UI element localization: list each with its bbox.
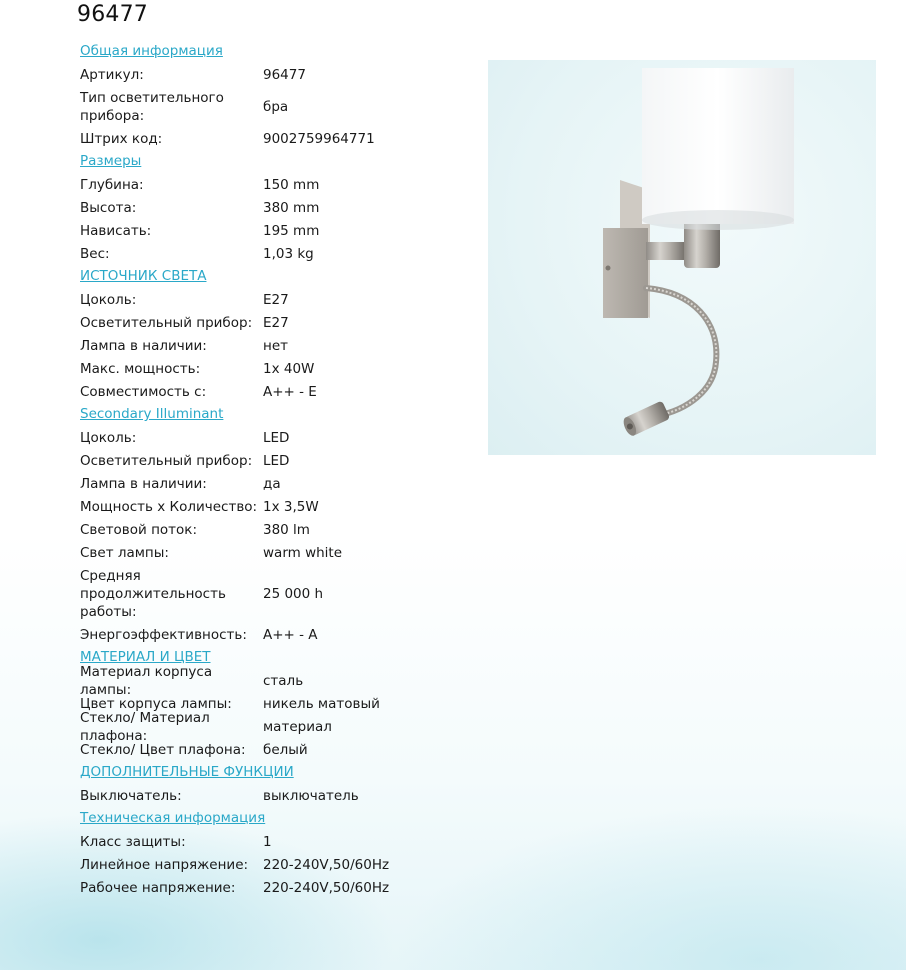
spec-label: Энергоэффективность: [80, 626, 247, 643]
spec-label: Совместимость с: [80, 383, 207, 400]
spec-value: нет [263, 337, 288, 354]
spec-value: 150 mm [263, 176, 320, 193]
section-heading-dimensions[interactable]: Размеры [80, 153, 142, 169]
spec-value: 1,03 kg [263, 245, 314, 262]
spec-row [80, 86, 480, 127]
spec-label: Нависать: [80, 222, 152, 239]
spec-value: да [263, 475, 281, 492]
spec-row [80, 311, 480, 334]
section-heading-technical-info[interactable]: Техническая информация [80, 810, 266, 826]
spec-table [80, 40, 480, 899]
spec-label: Артикул: [80, 66, 144, 83]
spec-value: 380 mm [263, 199, 320, 216]
spec-row [80, 334, 480, 357]
spec-row [80, 623, 480, 646]
spec-label: Материал корпуса лампы: [80, 663, 213, 698]
spec-value: 195 mm [263, 222, 320, 239]
spec-row [80, 449, 480, 472]
spec-row [80, 219, 480, 242]
spec-value: LED [263, 452, 290, 469]
product-image [488, 60, 876, 455]
spec-value: 25 000 h [263, 585, 324, 602]
spec-label: Выключатель: [80, 787, 182, 804]
spec-label: Рабочее напряжение: [80, 879, 236, 896]
spec-value: 96477 [263, 66, 306, 83]
spec-row [80, 196, 480, 219]
wall-lamp-illustration [488, 60, 876, 455]
spec-value: бра [263, 98, 289, 115]
spec-value: A++ - A [263, 626, 318, 643]
spec-row [80, 357, 480, 380]
shade-rim [642, 210, 794, 230]
wall-mount [603, 228, 648, 318]
spec-value: выключатель [263, 787, 359, 804]
spec-row [80, 709, 480, 744]
spec-label: Линейное напряжение: [80, 856, 249, 873]
section-heading-general[interactable]: Общая информация [80, 43, 223, 59]
spec-value: E27 [263, 291, 289, 308]
spec-value: 9002759964771 [263, 130, 375, 147]
spec-value: E27 [263, 314, 289, 331]
spec-value: 1 [263, 833, 272, 850]
lamp-arm [646, 242, 686, 260]
spec-row [80, 288, 480, 311]
spec-value: 1x 3,5W [263, 498, 319, 515]
spec-value: A++ - E [263, 383, 317, 400]
spec-label: Свет лампы: [80, 544, 169, 561]
spec-row [80, 876, 480, 899]
spec-label: Стекло/ Цвет плафона: [80, 741, 246, 758]
spec-label: Осветительный прибор: [80, 314, 253, 331]
spec-label: Световой поток: [80, 521, 198, 538]
spec-row [80, 495, 480, 518]
spec-row [80, 242, 480, 265]
spec-label: Тип осветительного прибора: [80, 89, 224, 124]
spec-label: Средняя продолжительность работы: [80, 567, 226, 620]
spec-label: Класс защиты: [80, 833, 186, 850]
spec-value: 220-240V,50/60Hz [263, 879, 390, 896]
spec-label: Цоколь: [80, 291, 137, 308]
spec-row [80, 784, 480, 807]
spec-value: никель матовый [263, 695, 380, 712]
gooseneck-detail [646, 288, 716, 416]
spec-row [80, 663, 480, 698]
spec-label: Лампа в наличии: [80, 337, 207, 354]
spec-row [80, 63, 480, 86]
gooseneck [646, 288, 716, 416]
spec-row [80, 853, 480, 876]
spec-row [80, 472, 480, 495]
spec-label: Высота: [80, 199, 137, 216]
spec-label: Стекло/ Материал плафона: [80, 709, 210, 744]
spec-label: Штрих код: [80, 130, 163, 147]
spec-row [80, 830, 480, 853]
spec-row [80, 518, 480, 541]
spec-row [80, 564, 480, 623]
spec-row [80, 173, 480, 196]
spec-label: Глубина: [80, 176, 144, 193]
spec-row [80, 426, 480, 449]
lamp-shade [642, 68, 794, 224]
screw [606, 266, 611, 271]
spec-label: Вес: [80, 245, 110, 262]
spec-row [80, 738, 480, 761]
section-heading-secondary-illuminant[interactable]: Secondary Illuminant [80, 406, 224, 422]
spec-label: Осветительный прибор: [80, 452, 253, 469]
spec-label: Мощность x Количество: [80, 498, 258, 515]
spec-row [80, 127, 480, 150]
reading-light [621, 400, 670, 437]
spec-row [80, 541, 480, 564]
spec-value: сталь [263, 672, 304, 689]
spec-value: материал [263, 718, 332, 735]
spec-label: Лампа в наличии: [80, 475, 207, 492]
spec-label: Цвет корпуса лампы: [80, 695, 232, 712]
spec-row [80, 380, 480, 403]
spec-value: 380 lm [263, 521, 310, 538]
spec-value: 1x 40W [263, 360, 315, 377]
spec-label: Цоколь: [80, 429, 137, 446]
spec-label: Макс. мощность: [80, 360, 201, 377]
spec-value: белый [263, 741, 308, 758]
spec-value: LED [263, 429, 290, 446]
product-title: 96477 [77, 2, 148, 27]
section-heading-material-color[interactable]: МАТЕРИАЛ И ЦВЕТ [80, 649, 211, 665]
spec-value: 220-240V,50/60Hz [263, 856, 390, 873]
section-heading-additional-functions[interactable]: ДОПОЛНИТЕЛЬНЫЕ ФУНКЦИИ [80, 764, 294, 780]
section-heading-light-source[interactable]: ИСТОЧНИК СВЕТА [80, 268, 207, 284]
spec-value: warm white [263, 544, 343, 561]
